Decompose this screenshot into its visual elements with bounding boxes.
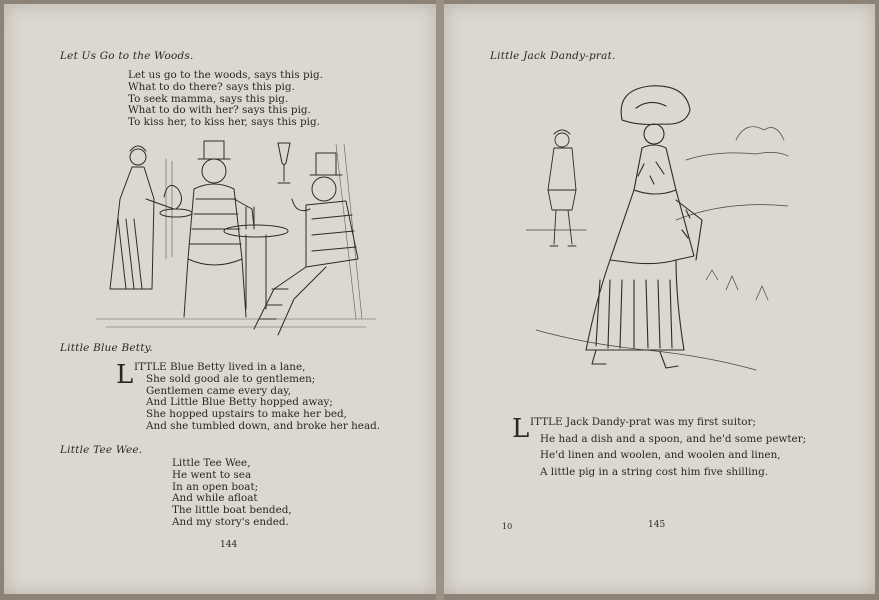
verse-line: To kiss her, to kiss her, says this pig. xyxy=(128,116,320,129)
dandy-prat-illustration xyxy=(526,80,796,380)
dropcap-l: L xyxy=(116,360,134,390)
verse-line: In an open boat; xyxy=(172,480,259,493)
verse-line: And while afloat xyxy=(172,492,258,505)
verse-line: He had a dish and a spoon, and he'd some pewter; xyxy=(540,432,807,445)
verse-line: And she tumbled down, and broke her head. xyxy=(146,419,381,432)
verse-line: And Little Blue Betty hopped away; xyxy=(146,396,333,409)
poem-betty-verse xyxy=(134,362,380,433)
verse-line: What to do with her? says this pig. xyxy=(128,104,311,117)
poem-tee-wee-verse xyxy=(172,458,292,529)
verse-line: And my story's ended. xyxy=(172,515,289,528)
verse-line: She hopped upstairs to make her bed, xyxy=(146,408,347,421)
dropcap-l: L xyxy=(512,414,530,444)
signature-mark: 10 xyxy=(502,522,513,531)
verse-line: She sold good ale to gentlemen; xyxy=(146,372,316,385)
verse-line: Gentlemen came every day, xyxy=(146,384,292,397)
poem-title-dandy-prat: Little Jack Dandy-prat. xyxy=(490,50,616,62)
verse-line: A little pig in a string cost him five shilling. xyxy=(540,465,769,478)
verse-line: He went to sea xyxy=(172,468,252,481)
page-number: 145 xyxy=(648,520,666,530)
verse-line: The little boat bended, xyxy=(172,504,292,517)
page-number: 144 xyxy=(220,540,238,550)
verse-line: He'd linen and woolen, and woolen and linen, xyxy=(540,449,781,462)
verse-first-line: ITTLE Jack Dandy-prat was my first suitor; xyxy=(530,416,756,428)
right-page xyxy=(444,4,875,594)
verse-line: To seek mamma, says this pig. xyxy=(128,92,289,105)
poem-title-woods: Let Us Go to the Woods. xyxy=(60,50,194,62)
verse-line: Little Tee Wee, xyxy=(172,457,251,469)
verse-line: What to do there? says this pig. xyxy=(128,80,295,93)
left-page xyxy=(4,4,436,594)
poem-title-tee-wee: Little Tee Wee. xyxy=(60,444,143,456)
poem-dandy-prat-verse xyxy=(530,416,806,478)
verse-first-line: ITTLE Blue Betty lived in a lane, xyxy=(134,361,306,373)
book-gutter xyxy=(436,0,444,600)
verse-line: Let us go to the woods, says this pig. xyxy=(128,69,323,81)
poem-woods-verse xyxy=(128,70,323,129)
tavern-illustration xyxy=(96,139,376,339)
poem-title-betty: Little Blue Betty. xyxy=(60,342,153,354)
